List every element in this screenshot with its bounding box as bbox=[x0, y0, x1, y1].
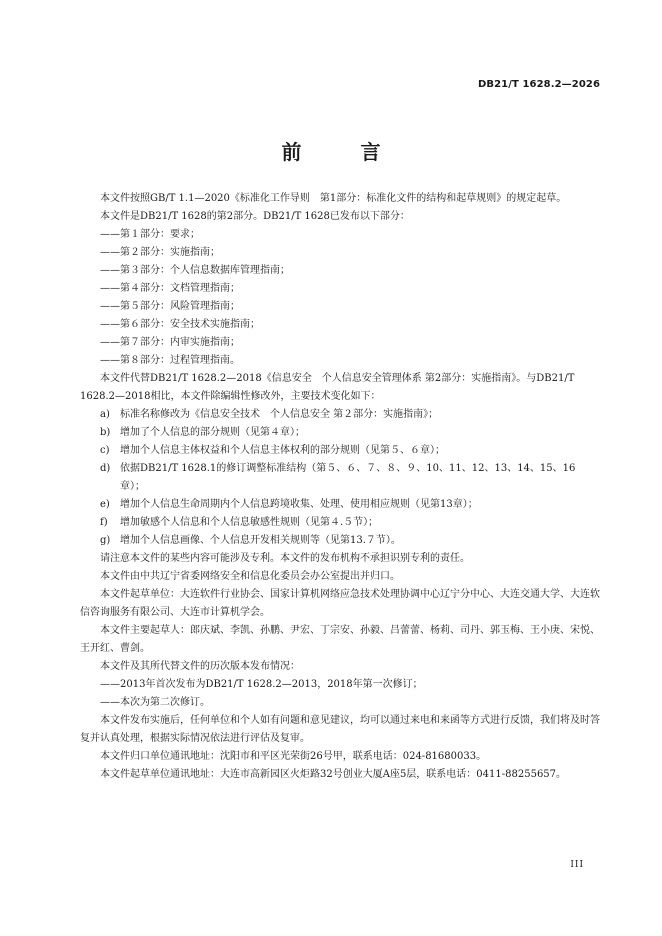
change-label: c) bbox=[100, 445, 110, 456]
paragraph: 本文件是DB21/T 1628的第2部分。DB21/T 1628已发布以下部分： bbox=[100, 211, 410, 222]
page-number: III bbox=[570, 860, 584, 870]
paragraph: 本文件归口单位通讯地址：沈阳市和平区光荣街26号甲，联系电话：024-81680033。 bbox=[100, 751, 487, 762]
change-list-item bbox=[80, 532, 600, 550]
paragraph: 本文件代替DB21/T 1628.2—2018《信息安全 个人信息安全管理体系 第2部分：实施指南》。与DB21/T 1628.2—2018相比，本文件除编辑性修改外，主要技术变化如下： bbox=[80, 373, 575, 402]
change-label: d) bbox=[100, 463, 111, 474]
change-list-item bbox=[80, 496, 600, 514]
change-text: 依据DB21/T 1628.1的修订调整标准结构（第５、６、７、８、９、10、11、12、13、14、15、16章）； bbox=[120, 463, 576, 492]
part-list-item: ——第１部分：要求； bbox=[100, 229, 200, 240]
part-list-item: ——第７部分：内审实施指南； bbox=[100, 337, 240, 348]
change-text: 增加个人信息生命周期内个人信息跨境收集、处理、使用相应规则（见第13章）； bbox=[120, 499, 478, 510]
paragraph: 请注意本文件的某些内容可能涉及专利。本文件的发布机构不承担识别专利的责任。 bbox=[100, 553, 470, 564]
paragraph: 本文件由中共辽宁省委网络安全和信息化委员会办公室提出并归口。 bbox=[100, 571, 400, 582]
change-list-item bbox=[80, 424, 600, 442]
part-list-item: ——第４部分：文档管理指南； bbox=[100, 283, 240, 294]
change-text: 增加了个人信息的部分规则（见第４章）； bbox=[120, 427, 305, 438]
change-label: e) bbox=[100, 499, 110, 510]
change-list-item bbox=[80, 514, 600, 532]
part-list-item: ——第３部分：个人信息数据库管理指南； bbox=[100, 265, 290, 276]
paragraph: 本文件起草单位通讯地址：大连市高新园区火炬路32号创业大厦A座5层，联系电话：0411-88255657。 bbox=[100, 769, 567, 780]
paragraph: 本文件按照GB/T 1.1—2020《标准化工作导则 第1部分：标准化文件的结构和起草规则》的规定起草。 bbox=[100, 193, 567, 204]
change-label: a) bbox=[100, 409, 110, 420]
paragraph: 本文件主要起草人：郎庆斌、李凯、孙鹏、尹宏、丁宗安、孙毅、吕蕾蕾、杨莉、司丹、郭玉梅、王小庚、宋悦、王开红、曹剑。 bbox=[80, 625, 600, 654]
part-list-item: ——第５部分：风险管理指南； bbox=[100, 301, 240, 312]
paragraph: 本文件起草单位：大连软件行业协会、国家计算机网络应急技术处理协调中心辽宁分中心、大连交通大学、大连软信咨询服务有限公司、大连市计算机学会。 bbox=[80, 589, 600, 618]
document-code: DB21/T 1628.2—2026 bbox=[477, 79, 600, 90]
document-body bbox=[80, 190, 600, 784]
change-label: b) bbox=[100, 427, 111, 438]
change-label: g) bbox=[100, 535, 111, 546]
part-list-item: ——第８部分：过程管理指南。 bbox=[100, 355, 240, 366]
change-text: 增加敏感个人信息和个人信息敏感性规则（见第４.５节）； bbox=[120, 517, 379, 528]
change-list-item bbox=[80, 442, 600, 460]
part-list-item: ——第６部分：安全技术实施指南； bbox=[100, 319, 260, 330]
change-text: 标准名称修改为《信息安全技术 个人信息安全 第２部分：实施指南》； bbox=[120, 409, 439, 420]
paragraph: 本文件及其所代替文件的历次版本发布情况： bbox=[100, 661, 300, 672]
change-text: 增加个人信息主体权益和个人信息主体权利的部分规则（见第５、６章）； bbox=[120, 445, 445, 456]
change-list-item bbox=[80, 406, 600, 424]
paragraph: 本文件发布实施后，任何单位和个人如有问题和意见建议，均可以通过来电和来函等方式进行反馈，我们将及时答复并认真处理，根据实际情况依法进行评估及复审。 bbox=[80, 715, 600, 744]
change-list-item bbox=[80, 460, 600, 496]
history-list-item: ——本次为第二次修订。 bbox=[100, 697, 210, 708]
change-text: 增加个人信息画像、个人信息开发相关规则等（见第13.７节）。 bbox=[120, 535, 401, 546]
history-list-item: ——2013年首次发布为DB21/T 1628.2—2013，2018年第一次修订； bbox=[100, 679, 423, 690]
part-list-item: ——第２部分：实施指南； bbox=[100, 247, 220, 258]
page-title: 前 言 bbox=[281, 140, 407, 164]
change-label: f) bbox=[100, 517, 108, 528]
